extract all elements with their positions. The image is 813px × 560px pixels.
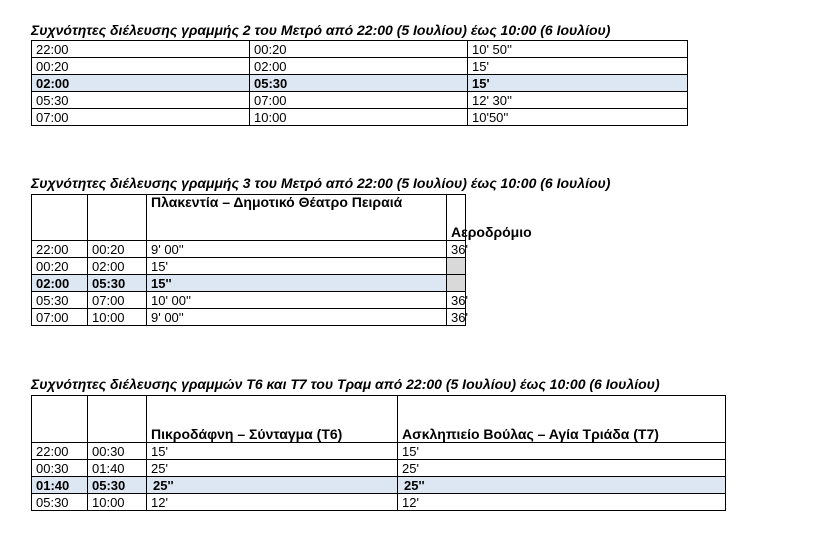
tram-t6-t7-title: Συχνότητες διέλευσης γραμμών Τ6 και Τ7 του Τραμ από 22:00 (5 Ιουλίου) έως 10:00 (6 Ιουλίου) [31,376,660,392]
frequency-airport [447,275,466,292]
table-header-row [32,195,466,241]
start-time: 05:30 [32,292,88,309]
start-time: 22:00 [32,443,88,460]
header-empty-cell [88,195,147,241]
table-row [32,109,688,126]
frequency: 12' 30'' [468,92,688,109]
table-row [32,41,688,58]
end-time: 00:20 [250,41,468,58]
end-time: 10:00 [250,109,468,126]
start-time: 22:00 [32,241,88,258]
end-time: 05:30 [88,275,147,292]
start-time: 00:20 [32,258,88,275]
column-header-t6: Πικροδάφνη – Σύνταγμα (Τ6) [147,396,398,443]
frequency-t7: 25' [398,460,726,477]
end-time: 10:00 [88,494,147,511]
table-row [32,58,688,75]
frequency-t6: 15' [147,443,398,460]
frequency-line: 15'' [147,275,447,292]
frequency-airport [447,258,466,275]
column-header-airport: Αεροδρόμιο [447,195,466,241]
metro-line-3-title: Συχνότητες διέλευσης γραμμής 3 του Μετρό από 22:00 (5 Ιουλίου) έως 10:00 (6 Ιουλίου) [31,175,611,191]
end-time: 05:30 [88,477,147,494]
start-time: 02:00 [32,75,250,92]
end-time: 00:30 [88,443,147,460]
table-row [32,292,466,309]
frequency: 10'50'' [468,109,688,126]
table-row [32,258,466,275]
table-row [32,494,726,511]
end-time: 07:00 [88,292,147,309]
frequency-t7: 12' [398,494,726,511]
table-row [32,309,466,326]
table-header-row [32,396,726,443]
frequency: 15' [468,58,688,75]
start-time: 05:30 [32,494,88,511]
frequency-t7: 25'' [398,477,726,494]
frequency-airport: 36' [447,241,466,258]
start-time: 07:00 [32,309,88,326]
frequency-airport: 36' [447,309,466,326]
table-row [32,92,688,109]
end-time: 02:00 [250,58,468,75]
column-header-t7: Ασκληπιείο Βούλας – Αγία Τριάδα (Τ7) [398,396,726,443]
metro-line-2-title: Συχνότητες διέλευσης γραμμής 2 του Μετρό από 22:00 (5 Ιουλίου) έως 10:00 (6 Ιουλίου) [31,22,611,38]
metro-line-2-table [31,40,688,126]
table-row [32,75,688,92]
end-time: 07:00 [250,92,468,109]
table-row [32,477,726,494]
tram-t6-t7-table [31,395,726,511]
header-empty-cell [32,195,88,241]
end-time: 01:40 [88,460,147,477]
start-time: 05:30 [32,92,250,109]
start-time: 02:00 [32,275,88,292]
frequency-t6: 25'' [147,477,398,494]
metro-line-3-table [31,194,532,326]
frequency-line: 9' 00'' [147,241,447,258]
column-header-plakentia-piraeus: Πλακεντία – Δημοτικό Θέατρο Πειραιά [147,195,447,241]
end-time: 00:20 [88,241,147,258]
frequency-airport: 36' [447,292,466,309]
frequency-line: 15' [147,258,447,275]
end-time: 02:00 [88,258,147,275]
start-time: 01:40 [32,477,88,494]
table-row [32,275,466,292]
frequency-t7: 15' [398,443,726,460]
header-empty-cell [88,396,147,443]
table-row [32,443,726,460]
start-time: 00:20 [32,58,250,75]
start-time: 22:00 [32,41,250,58]
frequency-t6: 25' [147,460,398,477]
frequency-t6: 12' [147,494,398,511]
frequency-line: 10' 00'' [147,292,447,309]
start-time: 07:00 [32,109,250,126]
header-empty-cell [32,396,88,443]
end-time: 10:00 [88,309,147,326]
frequency-line: 9' 00'' [147,309,447,326]
table-row [32,241,466,258]
end-time: 05:30 [250,75,468,92]
frequency: 15' [468,75,688,92]
table-row [32,460,726,477]
start-time: 00:30 [32,460,88,477]
frequency: 10' 50'' [468,41,688,58]
